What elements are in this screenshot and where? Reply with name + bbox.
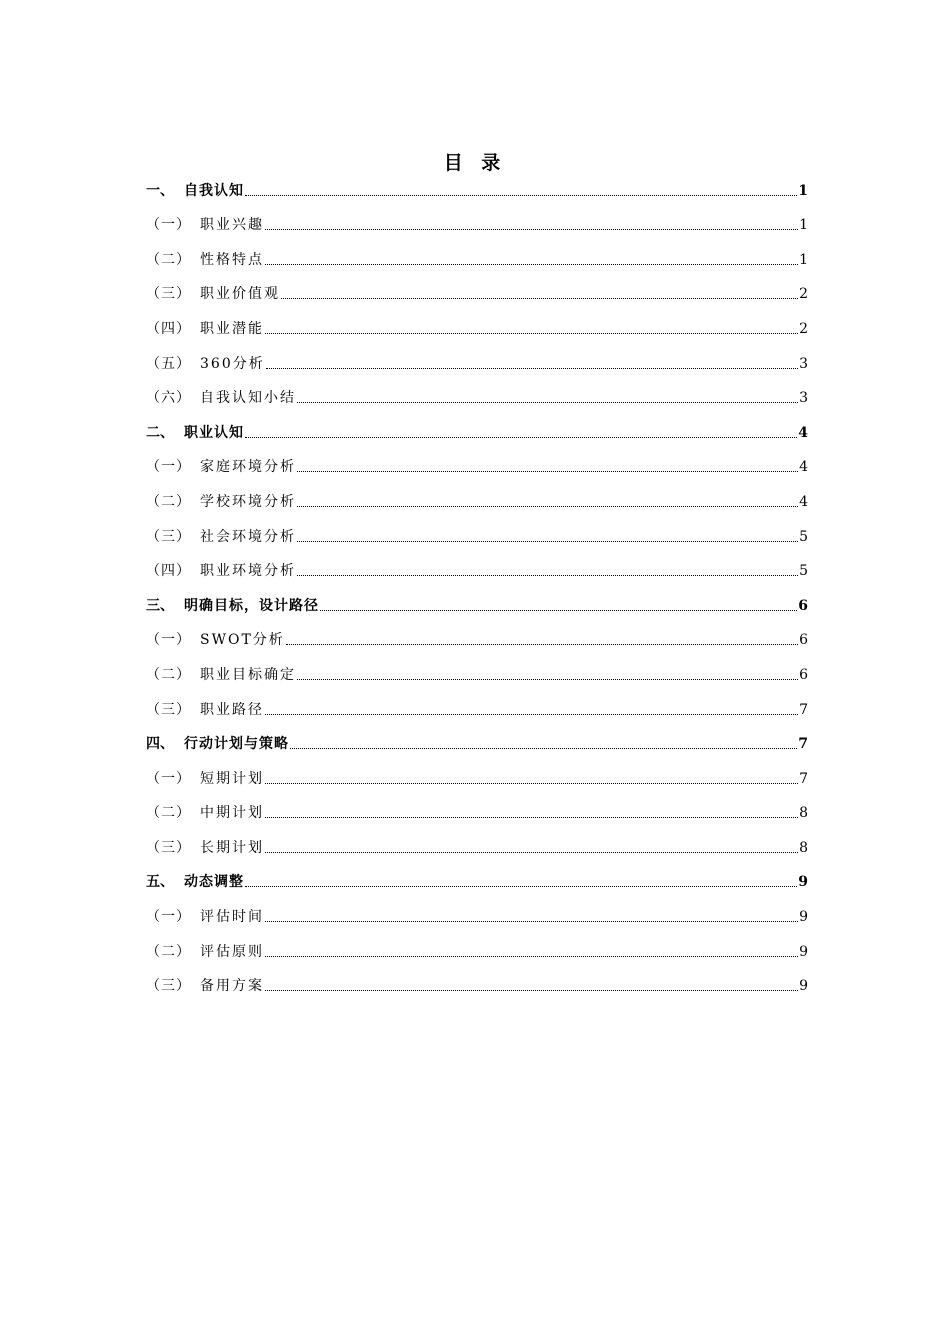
toc-dot-leader [297,471,798,472]
toc-page-number: 2 [799,320,808,337]
toc-entry-title: 自我认知小结 [200,390,296,407]
toc-entry-number: （三） [146,528,191,545]
toc-page-number: 8 [799,839,808,856]
toc-dot-leader [320,610,797,611]
toc-entry-title: 职业认知 [184,424,244,441]
toc-entry-title: 动态调整 [184,874,244,891]
toc-entry-number: （三） [146,701,191,718]
toc-dot-leader [265,333,798,334]
toc-entry-title: 备用方案 [200,978,264,995]
toc-section-entry[interactable] [146,515,808,550]
toc-entry-title: 职业价值观 [200,286,280,303]
toc-entry-number: （三） [146,978,191,995]
toc-entry-number: 三、 [146,597,174,614]
toc-page-number: 4 [798,424,808,441]
toc-page-number: 9 [799,909,808,926]
toc-page-number: 1 [798,182,808,199]
toc-page-number: 5 [799,528,808,545]
toc-entry-number: 四、 [146,736,174,753]
toc-page-number: 6 [798,597,808,614]
toc-chapter-entry[interactable] [146,169,808,204]
toc-entry-number: （二） [146,666,191,683]
toc-entry-title: 自我认知 [184,182,244,199]
toc-title: 目 录 [443,152,507,174]
toc-entry-title: SWOT分析 [200,632,285,649]
toc-section-entry[interactable] [146,342,808,377]
toc-entry-title: 职业路径 [200,701,264,718]
toc-entry-number: （一） [146,459,191,476]
toc-section-entry[interactable] [146,446,808,481]
toc-entry-title: 长期计划 [200,839,264,856]
toc-chapter-entry[interactable] [146,584,808,619]
toc-dot-leader [245,886,797,887]
toc-entry-number: （三） [146,839,191,856]
toc-entry-title: 职业目标确定 [200,666,296,683]
toc-entry-title: 学校环境分析 [200,493,296,510]
toc-dot-leader [265,714,798,715]
toc-page-number: 9 [799,978,808,995]
toc-page-number: 6 [799,666,808,683]
toc-dot-leader [297,679,798,680]
toc-section-entry[interactable] [146,377,808,412]
toc-section-entry[interactable] [146,930,808,965]
toc-section-entry[interactable] [146,688,808,723]
toc-entry-number: （二） [146,493,191,510]
toc-page-number: 2 [799,286,808,303]
toc-section-entry[interactable] [146,480,808,515]
toc-page-number: 9 [798,874,808,891]
toc-dot-leader [297,541,798,542]
toc-entry-number: （一） [146,770,191,787]
toc-page-number: 3 [799,390,808,407]
toc-section-entry[interactable] [146,792,808,827]
toc-entry-number: 二、 [146,424,174,441]
toc-section-entry[interactable] [146,204,808,239]
toc-entry-title: 职业兴趣 [200,217,264,234]
toc-dot-leader [266,368,798,369]
toc-dot-leader [245,195,797,196]
toc-page-number: 5 [799,563,808,580]
toc-chapter-entry[interactable] [146,723,808,758]
toc-section-entry[interactable] [146,965,808,1000]
toc-dot-leader [297,575,798,576]
toc-page-number: 7 [798,736,808,753]
toc-section-entry[interactable] [146,895,808,930]
toc-section-entry[interactable] [146,238,808,273]
table-of-contents [146,169,808,999]
toc-dot-leader [265,783,798,784]
toc-entry-title: 性格特点 [200,251,264,268]
toc-dot-leader [265,921,798,922]
toc-entry-title: 评估时间 [200,909,264,926]
toc-entry-title: 家庭环境分析 [200,459,296,476]
toc-entry-number: （二） [146,805,191,822]
toc-section-entry[interactable] [146,757,808,792]
toc-entry-number: （四） [146,320,191,337]
toc-entry-title: 行动计划与策略 [184,736,289,753]
toc-page-number: 4 [799,459,808,476]
toc-page-number: 8 [799,805,808,822]
toc-entry-title: 短期计划 [200,770,264,787]
toc-entry-number: （四） [146,563,191,580]
toc-section-entry[interactable] [146,826,808,861]
toc-page-number: 3 [799,355,808,372]
toc-entry-number: （五） [146,355,191,372]
toc-section-entry[interactable] [146,619,808,654]
toc-entry-title: 360分析 [200,355,265,372]
toc-page-number: 7 [799,770,808,787]
toc-entry-number: （一） [146,632,191,649]
toc-entry-title: 明确目标，设计路径 [184,597,319,614]
toc-dot-leader [297,402,798,403]
toc-section-entry[interactable] [146,550,808,585]
toc-dot-leader [265,817,798,818]
toc-page-number: 1 [799,251,808,268]
toc-entry-title: 中期计划 [200,805,264,822]
toc-chapter-entry[interactable] [146,411,808,446]
toc-dot-leader [265,229,798,230]
toc-entry-number: （二） [146,251,191,268]
toc-chapter-entry[interactable] [146,861,808,896]
toc-entry-number: 五、 [146,874,174,891]
toc-entry-title: 职业潜能 [200,320,264,337]
toc-page-number: 9 [799,943,808,960]
toc-entry-number: （六） [146,390,191,407]
toc-page-number: 6 [799,632,808,649]
toc-dot-leader [265,264,798,265]
toc-section-entry[interactable] [146,273,808,308]
toc-section-entry[interactable] [146,653,808,688]
toc-page-number: 7 [799,701,808,718]
toc-dot-leader [265,990,798,991]
toc-dot-leader [281,298,798,299]
toc-entry-number: （三） [146,286,191,303]
toc-dot-leader [265,956,798,957]
toc-entry-number: （二） [146,943,191,960]
toc-dot-leader [290,748,797,749]
toc-dot-leader [297,506,798,507]
toc-page-number: 1 [799,217,808,234]
toc-dot-leader [265,852,798,853]
toc-entry-title: 评估原则 [200,943,264,960]
toc-dot-leader [245,437,797,438]
toc-entry-number: （一） [146,217,191,234]
toc-entry-title: 职业环境分析 [200,563,296,580]
toc-entry-number: （一） [146,909,191,926]
toc-dot-leader [286,644,798,645]
toc-page-number: 4 [799,493,808,510]
toc-entry-title: 社会环境分析 [200,528,296,545]
toc-entry-number: 一、 [146,182,174,199]
toc-section-entry[interactable] [146,307,808,342]
